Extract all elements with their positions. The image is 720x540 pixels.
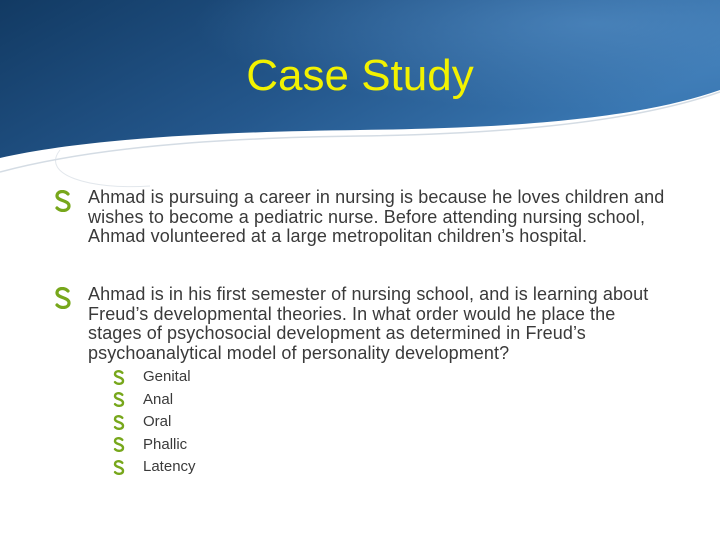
sub-bullet-item (113, 434, 413, 457)
bullet-item (54, 188, 674, 247)
sub-bullet-text: Genital (143, 368, 191, 386)
sub-bullet-text: Oral (143, 413, 172, 431)
sub-bullet-text: Phallic (143, 435, 188, 453)
s-swirl-bullet-icon (113, 391, 125, 408)
sub-bullet-text: Latency (143, 458, 196, 476)
bullet-item (54, 285, 674, 363)
s-swirl-bullet-icon (113, 369, 125, 386)
slide-title: Case Study (246, 51, 474, 100)
sub-bullet-item (113, 411, 413, 434)
s-swirl-bullet-icon (113, 436, 125, 453)
s-swirl-bullet-icon (54, 190, 72, 212)
bullet-text: Ahmad is pursuing a career in nursing is because he loves children and wishes to become a pediatric nurse. Before attending nursing school, Ahmad volunteered at a large metropolitan children’s hospital. (88, 187, 665, 246)
s-swirl-bullet-icon (113, 414, 125, 431)
sub-bullet-item (113, 366, 413, 389)
s-swirl-bullet-icon (54, 287, 72, 309)
sub-bullet-item (113, 389, 413, 412)
bullet-text: Ahmad is in his first semester of nursing school, and is learning about Freud’s developmental theories. In what order would he place the stages of psychosocial development as determined in Freud’s psychoanalytical model of personality development? (88, 284, 649, 363)
s-swirl-bullet-icon (113, 459, 125, 476)
sub-bullet-list (113, 366, 413, 479)
sub-bullet-text: Anal (143, 390, 174, 408)
sub-bullet-item (113, 456, 413, 479)
